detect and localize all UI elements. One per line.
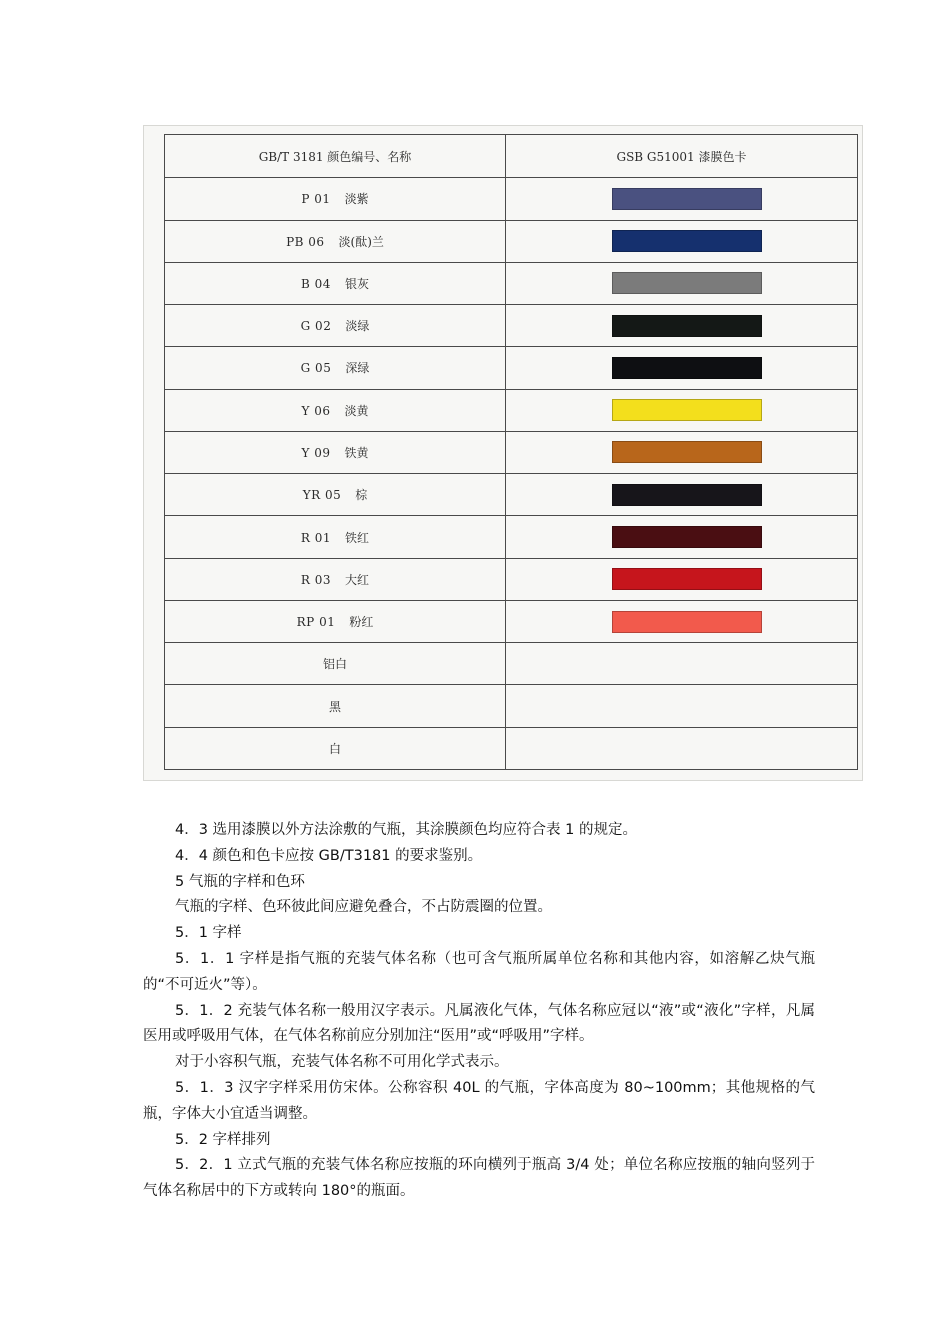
table-row bbox=[165, 600, 858, 642]
paragraph: 5．1．2 充装气体名称一般用汉字表示。凡属液化气体，气体名称应冠以“液”或“液化”字样，凡属医用或呼吸用气体，在气体名称前应分别加注“医用”或“呼吸用”字样。 bbox=[143, 1002, 815, 1045]
color-swatch bbox=[612, 484, 762, 506]
body-text bbox=[143, 818, 815, 1205]
color-name: 淡绿 bbox=[345, 319, 370, 334]
color-swatch bbox=[612, 315, 762, 337]
color-swatch bbox=[612, 399, 762, 421]
table-row bbox=[165, 262, 858, 304]
table-row bbox=[165, 178, 858, 220]
color-code: Y 09 bbox=[301, 445, 331, 460]
color-table-scan bbox=[143, 125, 863, 781]
paragraph: 5．1．3 汉字字样采用仿宋体。公称容积 40L 的气瓶，字体高度为 80~100mm；其他规格的气瓶，字体大小宜适当调整。 bbox=[143, 1079, 815, 1122]
section-heading: 5．1 字样 bbox=[175, 925, 242, 942]
color-code: P 01 bbox=[301, 192, 331, 207]
color-code: G 05 bbox=[300, 361, 332, 376]
color-name: 铁黄 bbox=[344, 445, 369, 460]
paragraph: 5．1．1 字样是指气瓶的充装气体名称（也可含气瓶所属单位名称和其他内容，如溶解乙炔气瓶的“不可近火”等）。 bbox=[143, 950, 815, 993]
color-table bbox=[164, 134, 858, 770]
table-row bbox=[165, 305, 858, 347]
table-row bbox=[165, 474, 858, 516]
color-swatch bbox=[612, 188, 762, 210]
table-row bbox=[165, 558, 858, 600]
color-swatch bbox=[612, 230, 762, 252]
color-name: 淡紫 bbox=[344, 192, 369, 207]
color-name: 铁红 bbox=[345, 530, 370, 545]
color-name: 淡黄 bbox=[344, 403, 369, 418]
color-swatch bbox=[612, 357, 762, 379]
paragraph: 4．4 颜色和色卡应按 GB/T3181 的要求鉴别。 bbox=[175, 847, 483, 864]
color-swatch bbox=[612, 441, 762, 463]
color-swatch bbox=[612, 611, 762, 633]
table-row bbox=[165, 643, 858, 685]
table-header-row bbox=[165, 135, 858, 178]
color-code: Y 06 bbox=[301, 403, 331, 418]
table-row bbox=[165, 220, 858, 262]
color-name: 大红 bbox=[345, 572, 370, 587]
paragraph: 对于小容积气瓶，充装气体名称不可用化学式表示。 bbox=[175, 1054, 509, 1071]
color-name: 铝白 bbox=[322, 657, 347, 672]
table-row bbox=[165, 431, 858, 473]
empty-swatch-cell bbox=[506, 685, 858, 727]
color-name: 淡(酞)兰 bbox=[338, 234, 384, 249]
color-code: G 02 bbox=[300, 319, 332, 334]
table-row bbox=[165, 516, 858, 558]
color-code: YR 05 bbox=[302, 488, 342, 503]
color-name: 粉红 bbox=[349, 615, 374, 630]
empty-swatch-cell bbox=[506, 727, 858, 769]
color-swatch bbox=[612, 272, 762, 294]
color-code: R 01 bbox=[300, 530, 332, 545]
color-code: PB 06 bbox=[286, 234, 325, 249]
paragraph: 4．3 选用漆膜以外方法涂敷的气瓶，其涂膜颜色均应符合表 1 的规定。 bbox=[175, 822, 638, 838]
color-name: 白 bbox=[328, 741, 341, 756]
table-row bbox=[165, 347, 858, 389]
color-swatch bbox=[612, 526, 762, 548]
table-row bbox=[165, 389, 858, 431]
section-heading: 5 气瓶的字样和色环 bbox=[175, 873, 305, 890]
table-row bbox=[165, 685, 858, 727]
color-code: RP 01 bbox=[296, 615, 336, 630]
empty-swatch-cell bbox=[506, 643, 858, 685]
color-name: 银灰 bbox=[344, 276, 369, 291]
header-right: GSB G51001 漆膜色卡 bbox=[506, 135, 858, 178]
color-name: 深绿 bbox=[345, 361, 370, 376]
table-row bbox=[165, 727, 858, 769]
color-name: 棕 bbox=[355, 488, 368, 503]
color-code: R 03 bbox=[300, 572, 332, 587]
color-swatch bbox=[612, 568, 762, 590]
color-code: B 04 bbox=[301, 276, 331, 291]
section-heading: 5．2 字样排列 bbox=[175, 1131, 271, 1148]
paragraph: 气瓶的字样、色环彼此间应避免叠合，不占防震圈的位置。 bbox=[175, 899, 552, 916]
color-name: 黑 bbox=[328, 699, 341, 714]
header-left: GB/T 3181 颜色编号、名称 bbox=[165, 135, 506, 178]
paragraph: 5．2．1 立式气瓶的充装气体名称应按瓶的环向横列于瓶高 3/4 处；单位名称应按瓶的轴向竖列于气体名称居中的下方或转向 180°的瓶面。 bbox=[143, 1157, 815, 1200]
